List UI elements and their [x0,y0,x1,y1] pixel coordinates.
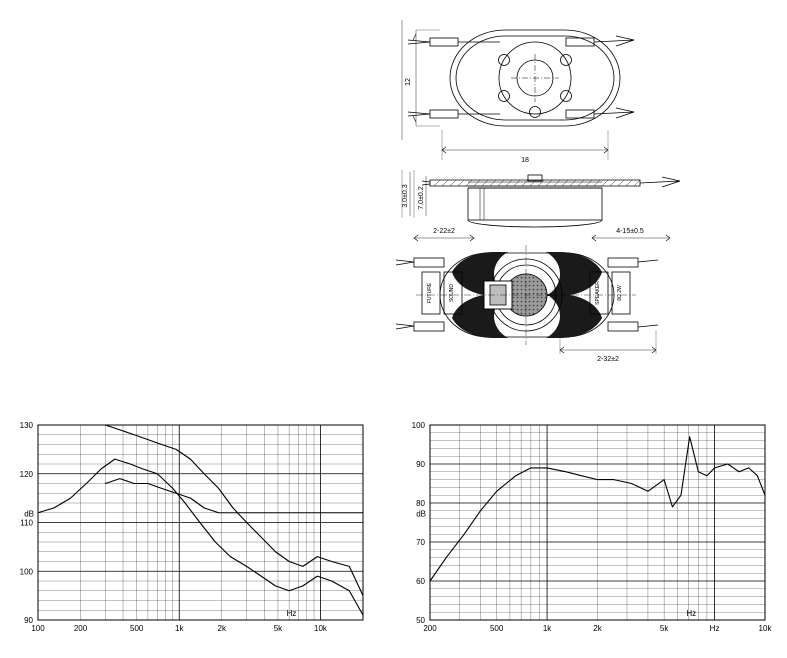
frequency-response-chart-right [400,415,780,640]
svg-text:90: 90 [24,616,33,625]
svg-text:90: 90 [416,460,425,469]
svg-text:5k: 5k [659,624,669,633]
svg-text:80: 80 [416,499,425,508]
dim-bottom-a: 2-22±2 [433,228,455,235]
svg-text:130: 130 [19,421,33,430]
svg-text:Hz: Hz [686,609,697,618]
svg-text:dB: dB [24,509,34,519]
svg-text:100: 100 [411,421,425,430]
marking-future: FUTURE [427,282,433,304]
marking-impedance: 8Ω 2W [617,285,623,301]
svg-text:110: 110 [20,518,33,528]
svg-text:500: 500 [130,624,144,633]
dim-top-height: 12 [405,78,412,86]
svg-text:100: 100 [19,567,33,577]
dim-side-b: 7.0±0.2 [418,186,425,210]
svg-text:1k: 1k [175,624,184,633]
dim-bottom-b: 4-15±0.5 [616,228,644,235]
svg-text:60: 60 [416,577,425,586]
svg-text:50: 50 [416,616,425,625]
svg-text:1k: 1k [542,624,552,633]
svg-text:200: 200 [423,624,437,633]
svg-text:2k: 2k [593,624,602,633]
svg-text:120: 120 [19,469,33,479]
svg-text:10k: 10k [314,624,327,633]
svg-text:200: 200 [73,624,88,633]
dim-top-width: 18 [521,157,529,164]
svg-text:5k: 5k [273,624,283,633]
svg-text:10k: 10k [758,624,772,633]
marking-sound: SOUND [449,283,455,303]
svg-text:Hz: Hz [286,609,297,618]
svg-text:500: 500 [489,624,504,633]
dim-side-a: 3.0±0.3 [402,184,409,208]
svg-text:100: 100 [31,624,45,633]
svg-text:dB: dB [416,509,426,519]
svg-text:Hz: Hz [709,624,720,633]
mechanical-drawing [380,0,787,395]
svg-text:70: 70 [416,538,425,547]
dim-bottom-c: 2-32±2 [597,356,619,363]
frequency-response-chart-left [8,415,378,640]
marking-speaker: SPEAKER [595,281,601,305]
svg-text:2k: 2k [217,624,226,633]
